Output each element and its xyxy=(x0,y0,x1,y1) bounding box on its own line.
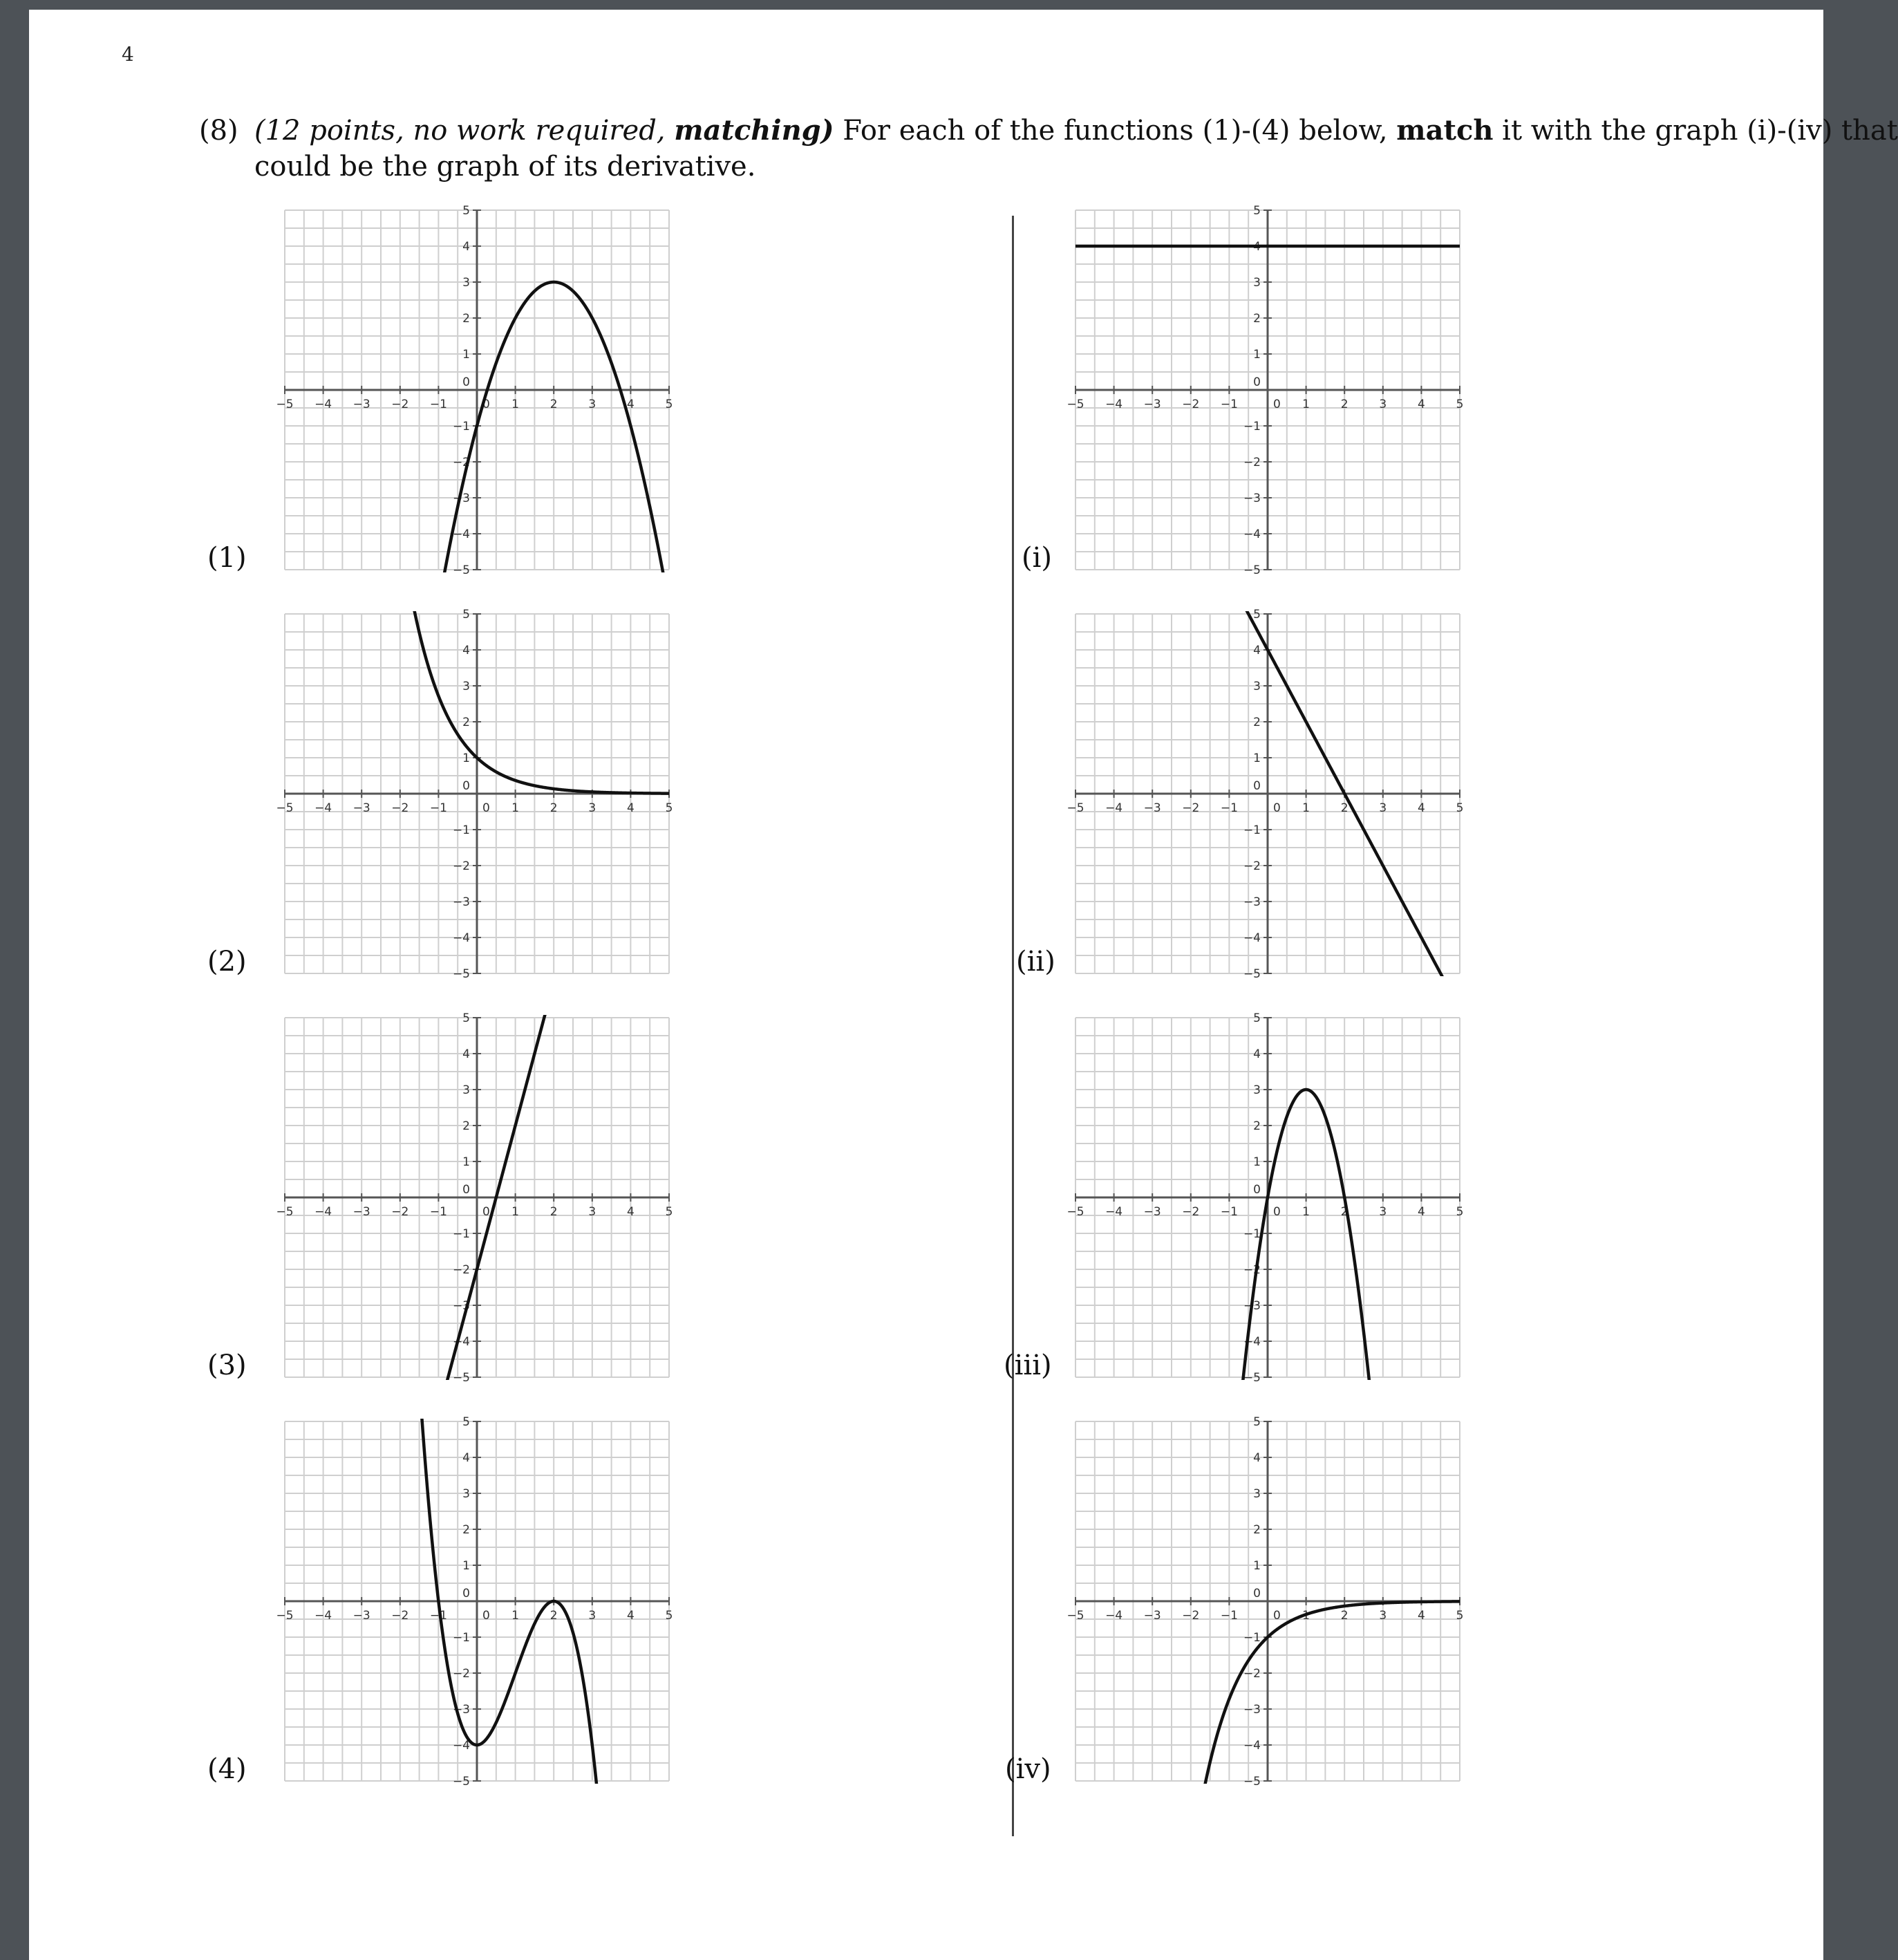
graph-2 xyxy=(275,604,679,983)
x-tick-label: 3 xyxy=(1379,398,1387,411)
y-tick-label: −5 xyxy=(452,1775,470,1789)
x-tick-label: 4 xyxy=(1417,1609,1425,1623)
y-tick-label: 4 xyxy=(462,1451,470,1465)
x-tick-label: −5 xyxy=(276,801,294,815)
y-tick-label: −1 xyxy=(1243,1631,1261,1645)
x-tick-label: −4 xyxy=(314,1609,332,1623)
y-tick-label: −3 xyxy=(1243,492,1261,505)
y-tick-label: 4 xyxy=(462,1047,470,1061)
y-tick-label: 1 xyxy=(462,348,470,362)
y-tick-label: 3 xyxy=(1253,1083,1261,1097)
x-tick-label: 5 xyxy=(1456,1609,1464,1623)
x-tick-label: −5 xyxy=(1067,801,1084,815)
question-line-2: could be the graph of its derivative. xyxy=(254,151,756,183)
x-tick-label: −2 xyxy=(391,1205,409,1219)
y-tick-label: −1 xyxy=(452,1227,470,1241)
x-tick-label: 2 xyxy=(549,1205,558,1219)
y-tick-label: 0 xyxy=(1253,779,1261,793)
graph-1 xyxy=(275,200,679,579)
y-tick-label: −4 xyxy=(452,1739,470,1753)
x-tick-label: −3 xyxy=(353,1205,370,1219)
x-tick-label: −2 xyxy=(1182,801,1200,815)
y-tick-label: −5 xyxy=(452,563,470,577)
y-tick-label: −1 xyxy=(452,823,470,837)
y-tick-label: 4 xyxy=(1253,1047,1261,1061)
x-tick-label: −3 xyxy=(1143,801,1161,815)
x-tick-label: 5 xyxy=(1456,398,1464,411)
x-tick-label: −2 xyxy=(391,398,409,411)
y-tick-label: 5 xyxy=(1253,204,1261,218)
x-tick-label: −1 xyxy=(1220,1205,1238,1219)
x-tick-label: 1 xyxy=(1302,801,1310,815)
x-tick-label: −1 xyxy=(1220,1609,1238,1623)
y-tick-label: 2 xyxy=(462,312,470,326)
y-tick-label: −4 xyxy=(1243,931,1261,945)
x-tick-label: −5 xyxy=(276,1609,294,1623)
y-tick-label: −1 xyxy=(1243,1227,1261,1241)
question-text-bold: match xyxy=(1396,114,1494,147)
y-tick-label: −4 xyxy=(1243,1335,1261,1349)
x-tick-label: 2 xyxy=(549,398,558,411)
x-tick-label: −4 xyxy=(314,801,332,815)
y-tick-label: 0 xyxy=(1253,375,1261,389)
graph-label-1: (1) xyxy=(207,542,247,574)
y-tick-label: 3 xyxy=(462,276,470,290)
x-tick-label: −5 xyxy=(1067,398,1084,411)
y-tick-label: 2 xyxy=(1253,1523,1261,1537)
y-tick-label: −3 xyxy=(452,1703,470,1717)
graph-label-3: (3) xyxy=(207,1350,247,1381)
x-tick-label: 1 xyxy=(511,1609,520,1623)
y-tick-label: 5 xyxy=(462,204,470,218)
y-tick-label: −3 xyxy=(452,492,470,505)
graph-label-iv: (iv) xyxy=(1005,1753,1051,1785)
y-tick-label: 1 xyxy=(462,1559,470,1573)
y-tick-label: −2 xyxy=(452,1667,470,1681)
x-tick-label: 2 xyxy=(1340,1609,1349,1623)
x-tick-label: −4 xyxy=(1105,1609,1123,1623)
y-tick-label: 4 xyxy=(1253,644,1261,657)
x-tick-label: 4 xyxy=(1417,1205,1425,1219)
y-tick-label: −2 xyxy=(1243,859,1261,873)
x-tick-label: 5 xyxy=(665,1609,673,1623)
x-tick-label: 2 xyxy=(549,801,558,815)
y-tick-label: 1 xyxy=(462,1155,470,1169)
graph-ii xyxy=(1066,604,1469,983)
graph-label-i: (i) xyxy=(1022,542,1053,574)
y-tick-label: 3 xyxy=(1253,680,1261,693)
x-tick-label: −3 xyxy=(353,1609,370,1623)
question-text-a: For each of the functions (1)-(4) below, xyxy=(834,115,1397,147)
y-tick-label: −2 xyxy=(1243,1263,1261,1277)
y-tick-label: 0 xyxy=(1253,1587,1261,1600)
x-tick-label: −5 xyxy=(1067,1609,1084,1623)
document-page xyxy=(29,10,1898,1960)
x-tick-label: −2 xyxy=(391,801,409,815)
y-tick-label: 0 xyxy=(1253,1183,1261,1197)
y-tick-label: −2 xyxy=(452,1263,470,1277)
y-tick-label: 0 xyxy=(462,1183,470,1197)
x-tick-label: −2 xyxy=(391,1609,409,1623)
question-number: (8) xyxy=(199,115,238,147)
y-tick-label: −2 xyxy=(1243,456,1261,469)
graph-label-4: (4) xyxy=(207,1753,247,1785)
x-tick-label: −4 xyxy=(1105,1205,1123,1219)
y-tick-label: 1 xyxy=(462,752,470,765)
question-meta-italic: (12 points, no work required, xyxy=(254,115,675,147)
y-tick-label: −3 xyxy=(1243,1299,1261,1313)
y-tick-label: 3 xyxy=(462,680,470,693)
x-tick-label: 1 xyxy=(511,801,520,815)
y-tick-label: 3 xyxy=(1253,1487,1261,1501)
x-tick-label: −2 xyxy=(1182,1205,1200,1219)
x-tick-label: 2 xyxy=(549,1609,558,1623)
y-tick-label: −1 xyxy=(1243,420,1261,433)
x-tick-label: −5 xyxy=(276,398,294,411)
x-tick-label: 4 xyxy=(626,398,635,411)
question-line-1 xyxy=(254,112,1898,149)
y-tick-label: 0 xyxy=(462,1587,470,1600)
x-tick-label: −1 xyxy=(1220,801,1238,815)
y-tick-label: −2 xyxy=(452,859,470,873)
x-tick-label: 5 xyxy=(1456,1205,1464,1219)
y-tick-label: 4 xyxy=(462,240,470,254)
y-tick-label: 1 xyxy=(1253,348,1261,362)
x-tick-label: −3 xyxy=(1143,1205,1161,1219)
question-meta-bold: matching) xyxy=(674,114,834,147)
x-tick-label: −5 xyxy=(1067,1205,1084,1219)
x-tick-label: −1 xyxy=(429,1205,447,1219)
y-tick-label: −5 xyxy=(1243,1371,1261,1385)
y-tick-label: −2 xyxy=(452,456,470,469)
x-tick-label: −1 xyxy=(429,801,447,815)
y-tick-label: 2 xyxy=(1253,312,1261,326)
y-tick-label: 0 xyxy=(462,779,470,793)
y-tick-label: 5 xyxy=(1253,608,1261,622)
x-tick-label: 4 xyxy=(626,801,635,815)
x-tick-label: 1 xyxy=(511,1205,520,1219)
y-tick-label: −4 xyxy=(1243,528,1261,541)
y-tick-label: −2 xyxy=(1243,1667,1261,1681)
y-tick-label: −5 xyxy=(452,1371,470,1385)
y-tick-label: 5 xyxy=(1253,1011,1261,1025)
y-tick-label: 3 xyxy=(1253,276,1261,290)
x-tick-label: 3 xyxy=(588,1609,596,1623)
x-tick-label: 3 xyxy=(1379,801,1387,815)
y-tick-label: 2 xyxy=(1253,716,1261,729)
y-tick-label: −5 xyxy=(1243,1775,1261,1789)
y-tick-label: −3 xyxy=(1243,895,1261,909)
x-tick-label-zero: 0 xyxy=(482,1609,490,1623)
x-tick-label: 5 xyxy=(665,801,673,815)
x-tick-label: −1 xyxy=(429,1609,447,1623)
x-tick-label: 3 xyxy=(588,801,596,815)
question-text-b: it with the graph (i)-(iv) that xyxy=(1493,115,1898,147)
x-tick-label: 5 xyxy=(665,1205,673,1219)
y-tick-label: 2 xyxy=(462,1523,470,1537)
x-tick-label: −3 xyxy=(353,398,370,411)
graph-iv xyxy=(1066,1412,1469,1791)
y-tick-label: −1 xyxy=(452,420,470,433)
graph-4 xyxy=(275,1412,679,1791)
x-tick-label: −1 xyxy=(429,398,447,411)
x-tick-label-zero: 0 xyxy=(482,398,490,411)
x-tick-label: 1 xyxy=(1302,398,1310,411)
y-tick-label: −1 xyxy=(452,1631,470,1645)
x-tick-label: −4 xyxy=(1105,801,1123,815)
x-tick-label: −5 xyxy=(276,1205,294,1219)
x-tick-label-zero: 0 xyxy=(482,1205,490,1219)
y-tick-label: 2 xyxy=(462,1119,470,1133)
x-tick-label: 2 xyxy=(1340,398,1349,411)
x-tick-label-zero: 0 xyxy=(1273,1205,1281,1219)
x-tick-label: −1 xyxy=(1220,398,1238,411)
x-tick-label-zero: 0 xyxy=(1273,1609,1281,1623)
x-tick-label: −2 xyxy=(1182,1609,1200,1623)
x-tick-label: −3 xyxy=(353,801,370,815)
y-tick-label: 5 xyxy=(462,1415,470,1429)
y-tick-label: 5 xyxy=(462,608,470,622)
y-tick-label: −4 xyxy=(452,931,470,945)
x-tick-label: 5 xyxy=(1456,801,1464,815)
y-tick-label: −5 xyxy=(1243,563,1261,577)
x-tick-label: −4 xyxy=(314,398,332,411)
x-tick-label: 3 xyxy=(588,1205,596,1219)
x-tick-label: 1 xyxy=(511,398,520,411)
x-tick-label: −4 xyxy=(314,1205,332,1219)
y-tick-label: −5 xyxy=(452,967,470,981)
y-tick-label: −4 xyxy=(452,1335,470,1349)
x-tick-label: −3 xyxy=(1143,398,1161,411)
y-tick-label: 1 xyxy=(1253,1155,1261,1169)
y-tick-label: 2 xyxy=(1253,1119,1261,1133)
x-tick-label: 2 xyxy=(1340,801,1349,815)
y-tick-label: 3 xyxy=(462,1487,470,1501)
y-tick-label: 1 xyxy=(1253,752,1261,765)
y-tick-label: 4 xyxy=(1253,240,1261,254)
x-tick-label: 2 xyxy=(1340,1205,1349,1219)
y-tick-label: 1 xyxy=(1253,1559,1261,1573)
y-tick-label: 2 xyxy=(462,716,470,729)
graph-i xyxy=(1066,200,1469,579)
x-tick-label: 4 xyxy=(626,1205,635,1219)
x-tick-label: −3 xyxy=(1143,1609,1161,1623)
viewer-top-bar xyxy=(0,0,1823,10)
x-tick-label: −4 xyxy=(1105,398,1123,411)
y-tick-label: −4 xyxy=(1243,1739,1261,1753)
x-tick-label: 3 xyxy=(1379,1609,1387,1623)
x-tick-label: 5 xyxy=(665,398,673,411)
y-tick-label: 5 xyxy=(462,1011,470,1025)
x-tick-label: 4 xyxy=(1417,801,1425,815)
x-tick-label: 1 xyxy=(1302,1609,1310,1623)
x-tick-label: 3 xyxy=(588,398,596,411)
y-tick-label: 0 xyxy=(462,375,470,389)
x-tick-label-zero: 0 xyxy=(1273,801,1281,815)
column-divider xyxy=(1012,216,1014,1836)
y-tick-label: 5 xyxy=(1253,1415,1261,1429)
x-tick-label: 1 xyxy=(1302,1205,1310,1219)
graph-label-iii: (iii) xyxy=(1004,1350,1052,1381)
graph-label-2: (2) xyxy=(207,946,247,978)
x-tick-label: 3 xyxy=(1379,1205,1387,1219)
y-tick-label: −4 xyxy=(452,528,470,541)
graph-3 xyxy=(275,1008,679,1387)
y-tick-label: −3 xyxy=(452,895,470,909)
y-tick-label: 4 xyxy=(462,644,470,657)
y-tick-label: −3 xyxy=(1243,1703,1261,1717)
x-tick-label: −2 xyxy=(1182,398,1200,411)
y-tick-label: 3 xyxy=(462,1083,470,1097)
y-tick-label: 4 xyxy=(1253,1451,1261,1465)
page-number: 4 xyxy=(122,43,134,66)
x-tick-label-zero: 0 xyxy=(482,801,490,815)
x-tick-label: 4 xyxy=(1417,398,1425,411)
y-tick-label: −5 xyxy=(1243,967,1261,981)
graph-iii xyxy=(1066,1008,1469,1387)
y-tick-label: −1 xyxy=(1243,823,1261,837)
y-tick-label: −3 xyxy=(452,1299,470,1313)
x-tick-label: 4 xyxy=(626,1609,635,1623)
x-tick-label-zero: 0 xyxy=(1273,398,1281,411)
graph-label-ii: (ii) xyxy=(1016,946,1055,978)
